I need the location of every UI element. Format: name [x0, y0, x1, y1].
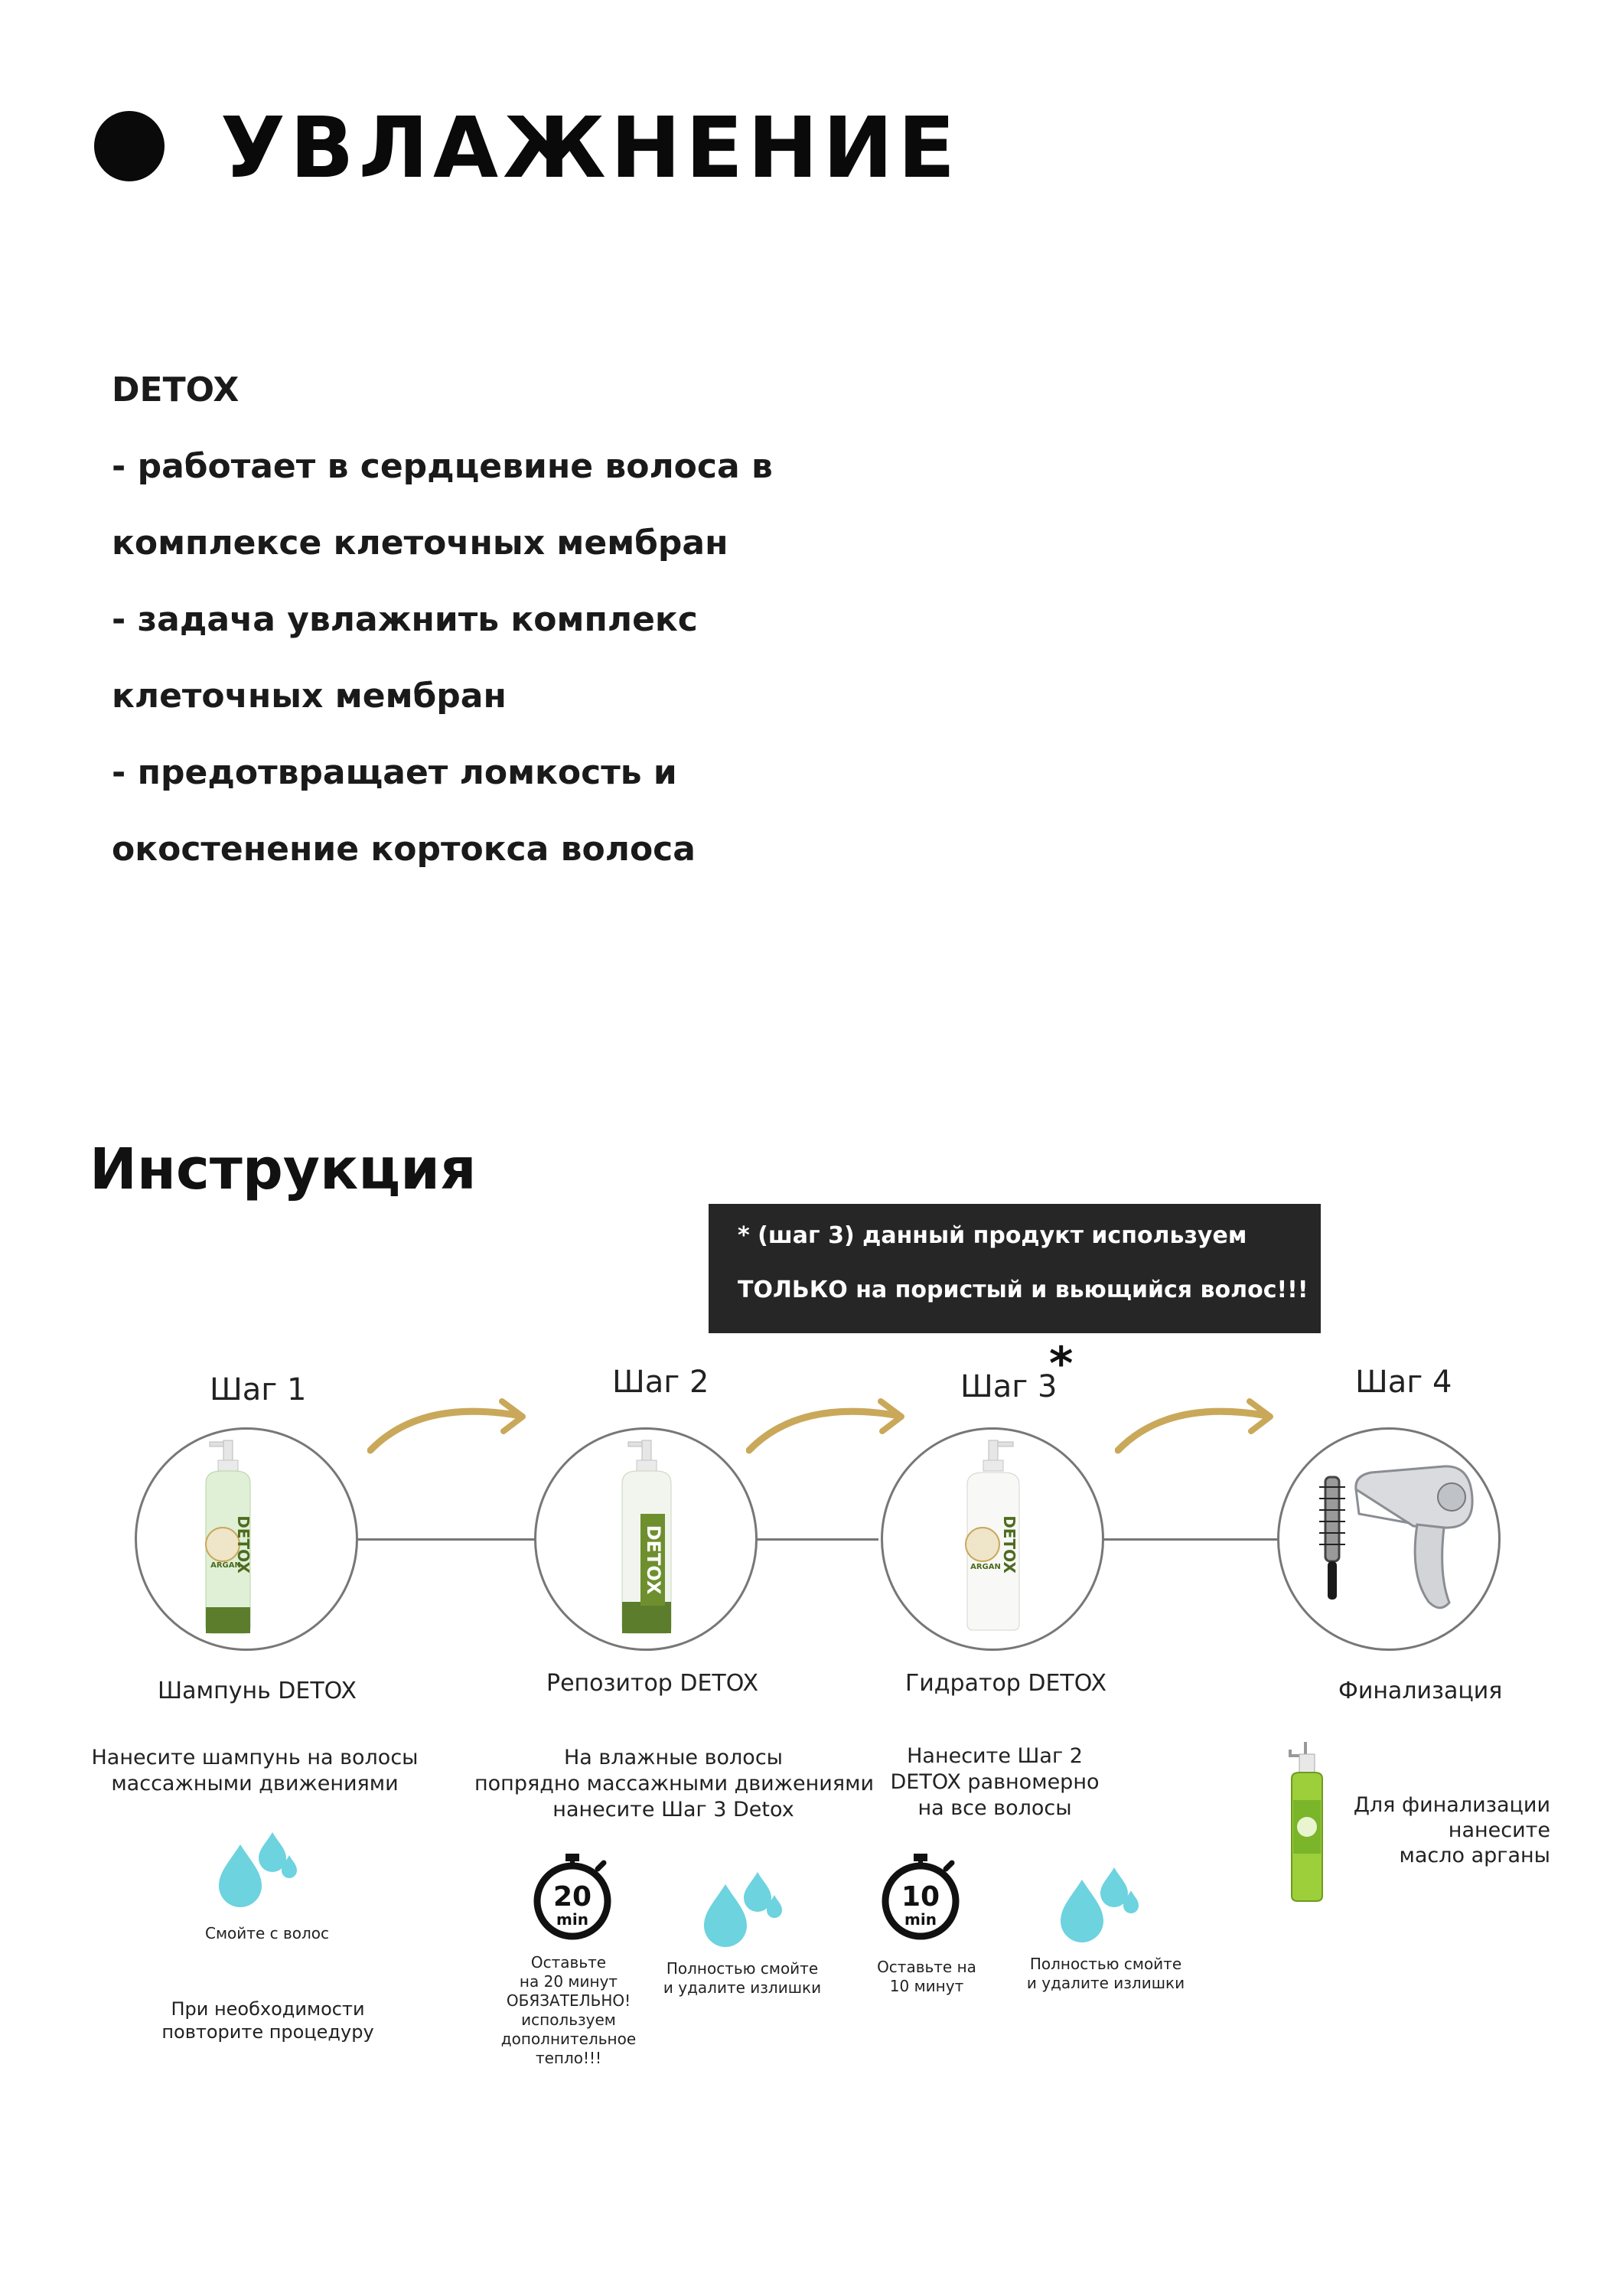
hair-dryer-icon [1356, 1466, 1472, 1608]
timer-unit: min [904, 1910, 937, 1929]
timer-value: 20 [552, 1881, 592, 1913]
step-2-timer-text: на 20 минут [519, 1972, 618, 1991]
timer-unit: min [556, 1910, 588, 1929]
step-2-desc-line: попрядно массажными движениями [474, 1772, 874, 1795]
note-box [709, 1204, 1321, 1333]
water-drops-icon [213, 1828, 298, 1908]
step-2-desc-line: нанесите Шаг 3 Detox [552, 1798, 794, 1821]
timer-10-icon [878, 1852, 963, 1940]
step-1-repeat-line: повторите процедуру [161, 2021, 374, 2043]
detox-line: комплексе клеточных мембран [112, 523, 728, 563]
shampoo-bottle [883, 1430, 1102, 1649]
step-3-rinse: и удалите излишки [1026, 1974, 1185, 1992]
bottle-sub: ARGAN [210, 1561, 241, 1570]
shampoo-bottle [536, 1430, 755, 1649]
water-drops-icon [1054, 1863, 1140, 1943]
timer-value: 10 [901, 1881, 940, 1913]
detox-line: - предотвращает ломкость и [112, 753, 677, 792]
step-3-product-circle [881, 1427, 1104, 1651]
step-2-timer-text: Оставьте [530, 1953, 607, 1971]
detox-line: окостенение кортокса волоса [112, 830, 696, 869]
bottle-brand: DETOX [643, 1525, 664, 1595]
page-title: УВЛАЖНЕНИЕ [220, 99, 960, 197]
curved-arrow-icon [367, 1389, 532, 1466]
step-3-title: Шаг 3 [960, 1369, 1058, 1404]
step-4-desc-line: масло арганы [1399, 1844, 1550, 1867]
step-2-timer-text: ОБЯЗАТЕЛЬНО! [506, 1991, 631, 2010]
step-3-rinse: Полностью смойте [1029, 1955, 1182, 1973]
detox-heading: DETOX [112, 370, 240, 409]
step-3-timer-text: 10 минут [889, 1977, 964, 1995]
step-connector [1102, 1538, 1277, 1541]
detox-line: клеточных мембран [112, 677, 507, 716]
step-2-title: Шаг 2 [612, 1365, 709, 1400]
step-2-rinse: и удалите излишки [663, 1978, 822, 1997]
bottle-sub: ARGAN [970, 1563, 1001, 1571]
step-connector [756, 1538, 878, 1541]
step-4-label: Финализация [1338, 1678, 1503, 1704]
step-2-product-circle [534, 1427, 758, 1651]
bottle-brand: DETOX [234, 1515, 253, 1574]
step-4-desc-line: Для финализации [1353, 1793, 1550, 1817]
timer-20-icon [530, 1852, 614, 1940]
curved-arrow-icon [746, 1389, 911, 1466]
step-1-desc-line: Нанесите шампунь на волосы [91, 1746, 419, 1769]
step-2-rinse: Полностью смойте [666, 1959, 819, 1978]
detox-line: - задача увлажнить комплекс [112, 600, 698, 639]
title-bullet [94, 111, 165, 181]
step-connector [358, 1538, 535, 1541]
step-1-title: Шаг 1 [210, 1372, 307, 1407]
step-2-timer-text: тепло!!! [535, 2049, 602, 2067]
step-4-desc-line: нанесите [1448, 1818, 1550, 1842]
step-4-product-circle [1277, 1427, 1501, 1651]
step-4-title: Шаг 4 [1355, 1365, 1452, 1400]
step-3-timer-text: Оставьте на [877, 1958, 976, 1976]
step-2-timer-text: используем [521, 2011, 616, 2029]
curved-arrow-icon [1115, 1389, 1279, 1466]
step-1-label: Шампунь DETOX [158, 1678, 357, 1704]
step-2-desc-line: На влажные волосы [563, 1746, 783, 1769]
step-1-repeat-line: При необходимости [171, 1998, 365, 2020]
step-2-timer-text: дополнительное [500, 2030, 637, 2048]
step-3-desc-line: DETOX равномерно [890, 1770, 1100, 1794]
step-3-label: Гидратор DETOX [905, 1670, 1106, 1697]
bottle-brand: DETOX [1000, 1515, 1018, 1574]
note-line: * (шаг 3) данный продукт используем [738, 1222, 1247, 1249]
note-line: ТОЛЬКО на пористый и вьющийся волос!!! [738, 1277, 1309, 1303]
step-3-desc-line: Нанесите Шаг 2 [907, 1744, 1083, 1768]
water-drops-icon [698, 1867, 784, 1948]
round-brush-icon [1319, 1477, 1345, 1600]
step-3-asterisk: * [1049, 1337, 1074, 1391]
shampoo-bottle [137, 1430, 356, 1649]
step-1-rinse: Смойте с волос [205, 1924, 329, 1942]
step-2-label: Репозитор DETOX [546, 1670, 759, 1697]
instruction-title: Инструкция [90, 1137, 477, 1202]
step-1-product-circle [135, 1427, 358, 1651]
detox-line: - работает в сердцевине волоса в [112, 447, 773, 486]
step-1-desc-line: массажными движениями [111, 1772, 399, 1795]
step-3-desc-line: на все волосы [917, 1796, 1072, 1820]
